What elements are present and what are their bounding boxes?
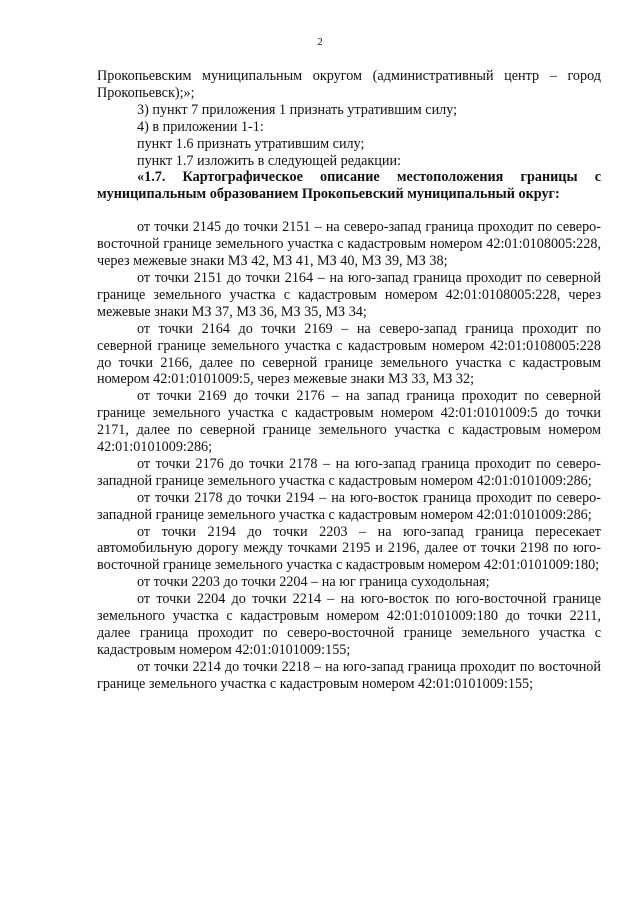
- paragraph: от точки 2194 до точки 2203 – на юго-запад граница пересекает автомобильную дорогу между точками 2195 и 2196, далее от точки 2198 по юго-восточной границе земельного участка с кадастровым номером 42:01:0101009:180;: [97, 523, 601, 574]
- paragraph: пункт 1.7 изложить в следующей редакции:: [137, 152, 401, 169]
- page-number: 2: [317, 36, 323, 48]
- paragraph: от точки 2151 до точки 2164 – на юго-запад граница проходит по северной границе земельного участка с кадастровым номером 42:01:0108005:228, через межевые знаки МЗ 37, МЗ 36, МЗ 35, МЗ 34;: [97, 269, 601, 320]
- document-body: [97, 68, 601, 693]
- section-heading: «1.7. Картографическое описание местоположения границы с муниципальным образованием Прокопьевский муниципальный округ:: [97, 169, 601, 203]
- paragraph: от точки 2203 до точки 2204 – на юг граница суходольная;: [137, 574, 490, 591]
- paragraph: от точки 2145 до точки 2151 – на северо-запад граница проходит по северо-восточной границе земельного участка с кадастровым номером 42:01:0108005:228, через межевые знаки МЗ 42, МЗ 41, МЗ 40, МЗ 39, МЗ 38;: [97, 219, 601, 270]
- paragraph: от точки 2204 до точки 2214 – на юго-восток по юго-восточной границе земельного участка с кадастровым номером 42:01:0101009:180 до точки 2211, далее граница проходит по северо-восточной границе земельного участка с кадастровым номером 42:01:0101009:155;: [97, 591, 601, 658]
- paragraph: от точки 2176 до точки 2178 – на юго-запад граница проходит по северо-западной границе земельного участка с кадастровым номером 42:01:0101009:286;: [97, 455, 601, 489]
- paragraph: пункт 1.6 признать утратившим силу;: [137, 135, 365, 152]
- paragraph: Прокопьевским муниципальным округом (административный центр – город Прокопьевск);»;: [97, 68, 601, 101]
- paragraph: 3) пункт 7 приложения 1 признать утратившим силу;: [137, 101, 458, 118]
- paragraph: от точки 2164 до точки 2169 – на северо-запад граница проходит по северной границе земельного участка с кадастровым номером 42:01:0108005:228 до точки 2166, далее по северной границе земельного участка с кадастровым номером 42:01:0101009:5, через межевые знаки МЗ 33, МЗ 32;: [97, 320, 601, 388]
- paragraph: от точки 2169 до точки 2176 – на запад граница проходит по северной границе земельного участка с кадастровым номером 42:01:0101009:5 до точки 2171, далее по северной границе земельного участка с кадастровым номером 42:01:0101009:286;: [97, 388, 601, 456]
- paragraph: 4) в приложении 1-1:: [137, 118, 264, 135]
- paragraph: от точки 2214 до точки 2218 – на юго-запад граница проходит по восточной границе земельного участка с кадастровым номером 42:01:0101009:155;: [97, 658, 601, 692]
- paragraph: от точки 2178 до точки 2194 – на юго-восток граница проходит по северо-западной границе земельного участка с кадастровым номером 42:01:0101009:286;: [97, 489, 601, 523]
